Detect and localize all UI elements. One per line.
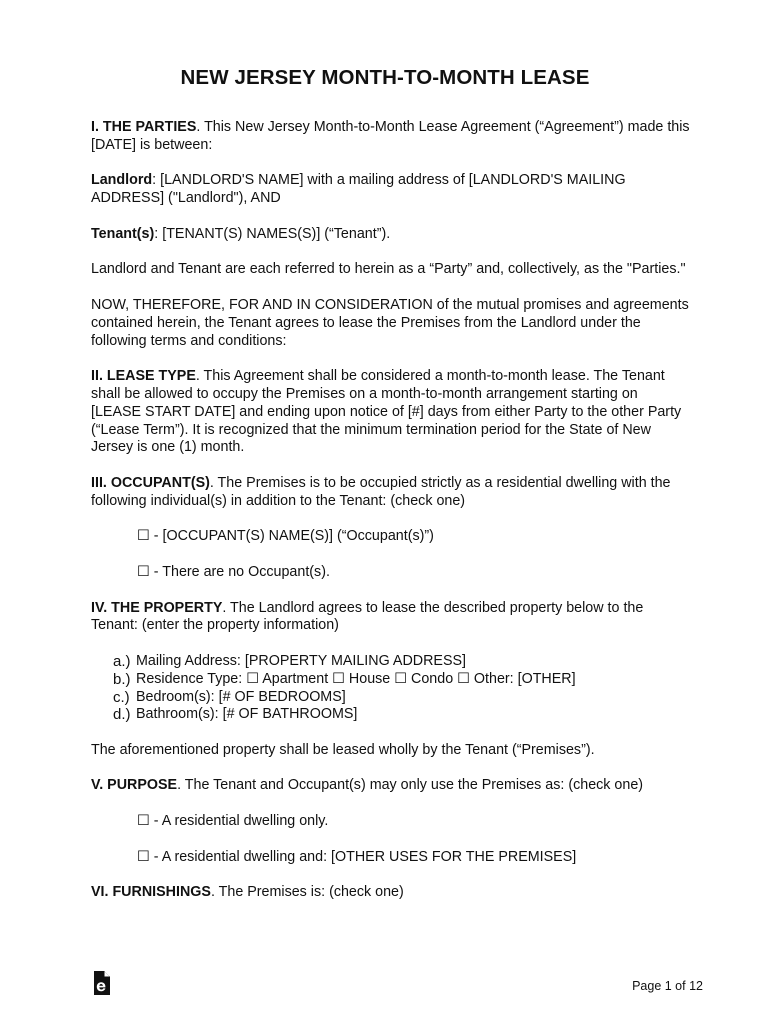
landlord-text: : [LANDLORD'S NAME] with a mailing address of [LANDLORD'S MAILING ADDRESS] ("Landlord"), AND [91, 172, 626, 207]
landlord-paragraph [91, 172, 691, 208]
list-item-text: Mailing Address: [PROPERTY MAILING ADDRESS] [136, 652, 467, 669]
purpose-option-residential-and-other[interactable]: ☐ - A residential dwelling and: [OTHER USES FOR THE PREMISES] [137, 848, 577, 865]
list-item [91, 653, 691, 671]
furnishings-heading: VI. FURNISHINGS [91, 884, 211, 901]
lease-type-text: . This Agreement shall be considered a month-to-month lease. The Tenant shall be allowed to occupy the Premises on a month-to-month arrangement starting on [LEASE START DATE] and ending upon notice of [#] days from either Party to the other Party (“Lease Term”). It is recognized that the minimum termination period for the State of New Jersey is one (1) month. [91, 368, 682, 456]
furnishings-text: . The Premises is: (check one) [210, 884, 404, 901]
purpose-text: . The Tenant and Occupant(s) may only use the Premises as: (check one) [177, 777, 644, 794]
occupants-option-none[interactable]: ☐ - There are no Occupant(s). [137, 563, 330, 580]
lease-type-paragraph [91, 368, 691, 457]
property-paragraph [91, 600, 691, 636]
list-item-label: c.) [113, 688, 130, 706]
tenant-text: : [TENANT(S) NAMES(S)] (“Tenant”). [154, 225, 391, 242]
list-item-text: Bathroom(s): [# OF BATHROOMS] [136, 706, 358, 723]
purpose-heading: V. PURPOSE [91, 777, 178, 794]
occupants-option-named[interactable]: ☐ - [OCCUPANT(S) NAME(S)] (“Occupant(s)”) [137, 528, 434, 545]
property-list [91, 653, 691, 724]
list-item [91, 706, 691, 724]
occupants-text: . The Premises is to be occupied strictly as a residential dwelling with the following individual(s) in addition to the Tenant: (check one) [91, 474, 671, 509]
page-number: Page 1 of 12 [632, 979, 703, 993]
party-definition-paragraph: Landlord and Tenant are each referred to herein as a “Party” and, collectively, as the "Parties." [91, 261, 686, 278]
parties-heading: I. THE PARTIES [91, 119, 197, 135]
list-item-label: b.) [113, 670, 131, 688]
lease-type-heading: II. LEASE TYPE [91, 368, 196, 385]
list-item [91, 671, 691, 689]
list-item-text: Bedroom(s): [# OF BEDROOMS] [136, 688, 346, 705]
list-item-text[interactable]: Residence Type: ☐ Apartment ☐ House ☐ Condo ☐ Other: [OTHER] [136, 670, 576, 687]
document-title: NEW JERSEY MONTH-TO-MONTH LEASE [180, 66, 590, 89]
document-body [91, 119, 691, 920]
consideration-paragraph: NOW, THEREFORE, FOR AND IN CONSIDERATION of the mutual promises and agreements contained herein, the Tenant agrees to lease the Premises from the Landlord under the following terms and conditions: [91, 296, 689, 349]
document-e-logo-icon [93, 970, 111, 996]
purpose-paragraph [91, 777, 691, 795]
purpose-option-residential-only[interactable]: ☐ - A residential dwelling only. [137, 813, 329, 830]
premises-paragraph: The aforementioned property shall be leased wholly by the Tenant (“Premises”). [91, 741, 595, 758]
tenant-paragraph [91, 226, 691, 244]
tenant-label: Tenant(s) [91, 225, 155, 242]
occupants-paragraph [91, 475, 691, 511]
landlord-label: Landlord [91, 172, 153, 189]
furnishings-paragraph [91, 884, 691, 902]
list-item-label: a.) [113, 652, 131, 670]
property-heading: IV. THE PROPERTY [91, 599, 223, 616]
occupants-heading: III. OCCUPANT(S) [91, 474, 210, 491]
parties-text: . This New Jersey Month-to-Month Lease Agreement (“Agreement”) made this [DATE] is between: [91, 119, 690, 153]
property-text: . The Landlord agrees to lease the described property below to the Tenant: (enter the property information) [91, 599, 644, 634]
list-item-label: d.) [113, 706, 131, 724]
parties-paragraph [91, 119, 691, 155]
list-item [91, 689, 691, 707]
